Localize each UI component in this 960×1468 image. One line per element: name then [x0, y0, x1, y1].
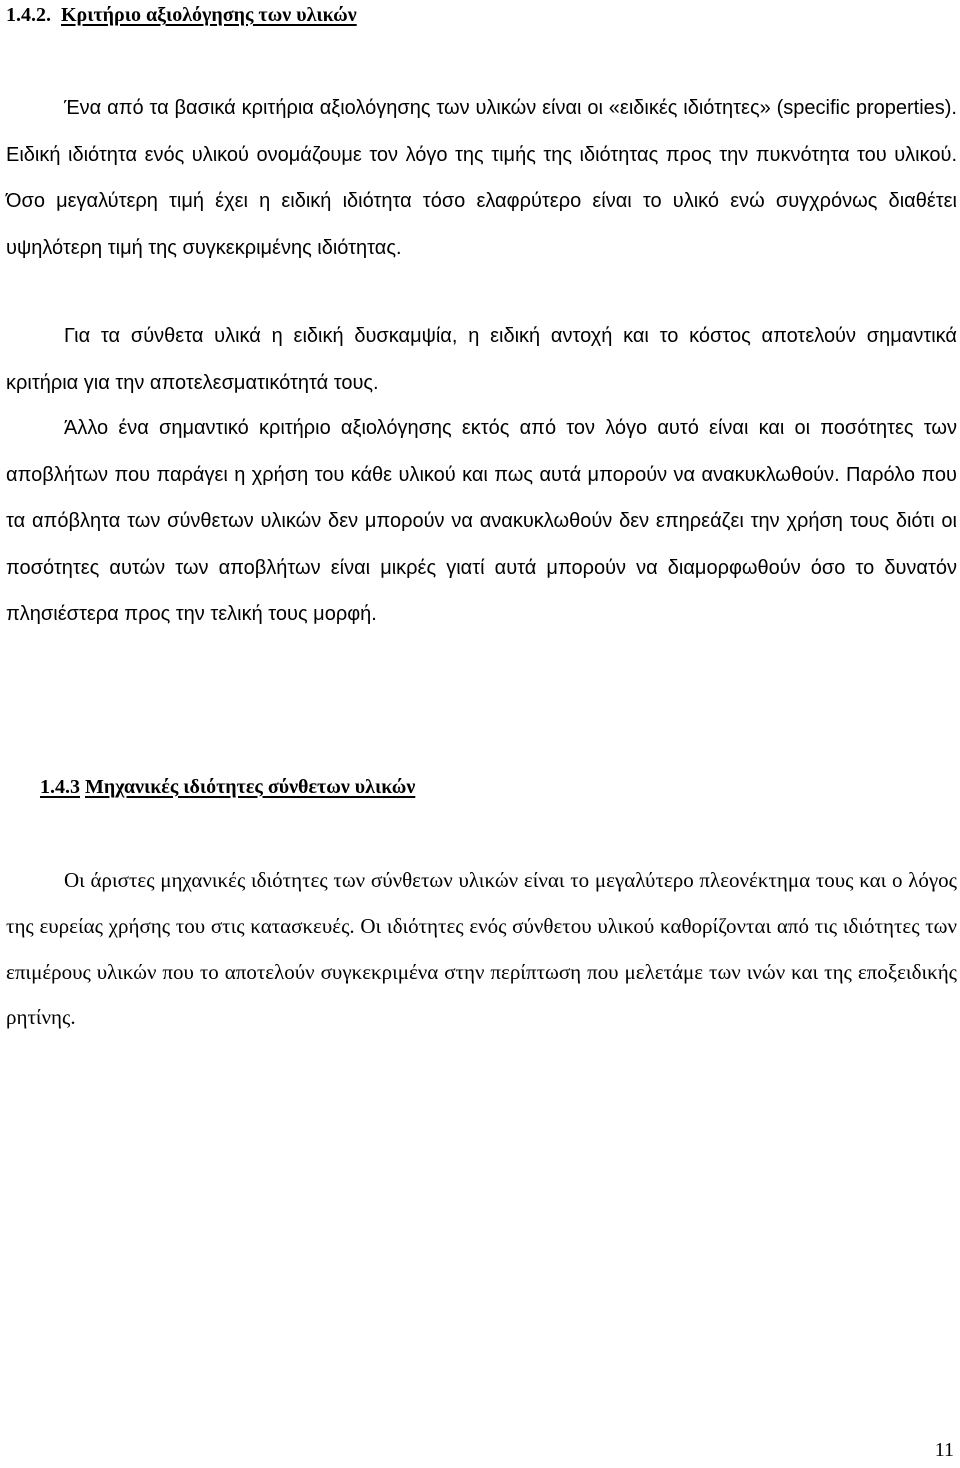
paragraph-specific-properties: Ένα από τα βασικά κριτήρια αξιολόγησης των υλικών είναι οι «ειδικές ιδιότητες» (specific properties). Ειδική ιδιότητα ενός υλικού ονομάζουμε τον λόγο της τιμής της ιδιότητας προς την πυκνότητα του υλικού. Όσο μεγαλύτερη τιμή έχει η ειδική ιδιότητα τόσο ελαφρύτερο είναι το υλικό ενώ συγχρόνως διαθέτει υψηλότερη τιμή της συγκεκριμένης ιδιότητας. [6, 97, 957, 259]
section-title: Κριτήριο αξιολόγησης των υλικών [61, 4, 357, 26]
page-number: 11 [934, 1439, 954, 1461]
section-number: 1.4.3 [40, 776, 80, 798]
section-number: 1.4.2. [6, 4, 51, 26]
section-heading-1-4-3 [40, 777, 415, 797]
paragraph-waste-recycling: Άλλο ένα σημαντικό κριτήριο αξιολόγησης εκτός από τον λόγο αυτό είναι και οι ποσότητες των αποβλήτων που παράγει η χρήση του κάθε υλικού και πως αυτά μπορούν να ανακυκλωθούν. Παρόλο που τα απόβλητα των σύνθετων υλικών δεν μπορούν να ανακυκλωθούν δεν επηρεάζει την χρήση τους διότι οι ποσότητες αυτών των αποβλήτων είναι μικρές γιατί αυτά μπορούν να διαμορφωθούν όσο το δυνατόν πλησιέστερα προς την τελική τους μορφή. [6, 417, 957, 625]
section-title: Μηχανικές ιδιότητες σύνθετων υλικών [85, 776, 416, 798]
paragraph-composite-criteria: Για τα σύνθετα υλικά η ειδική δυσκαμψία, η ειδική αντοχή και το κόστος αποτελούν σημαντικά κριτήρια για την αποτελεσματικότητά τους. [6, 325, 957, 394]
section-heading-1-4-2 [6, 5, 357, 25]
paragraph-mechanical-properties: Οι άριστες μηχανικές ιδιότητες των σύνθετων υλικών είναι το μεγαλύτερο πλεονέκτημα τους και ο λόγος της ευρείας χρήσης του στις κατασκευές. Οι ιδιότητες ενός σύνθετου υλικού καθορίζονται από τις ιδιότητες των επιμέρους υλικών που το αποτελούν συγκεκριμένα στην περίπτωση που μελετάμε των ινών και της εποξειδικής ρητίνης. [6, 868, 957, 1030]
